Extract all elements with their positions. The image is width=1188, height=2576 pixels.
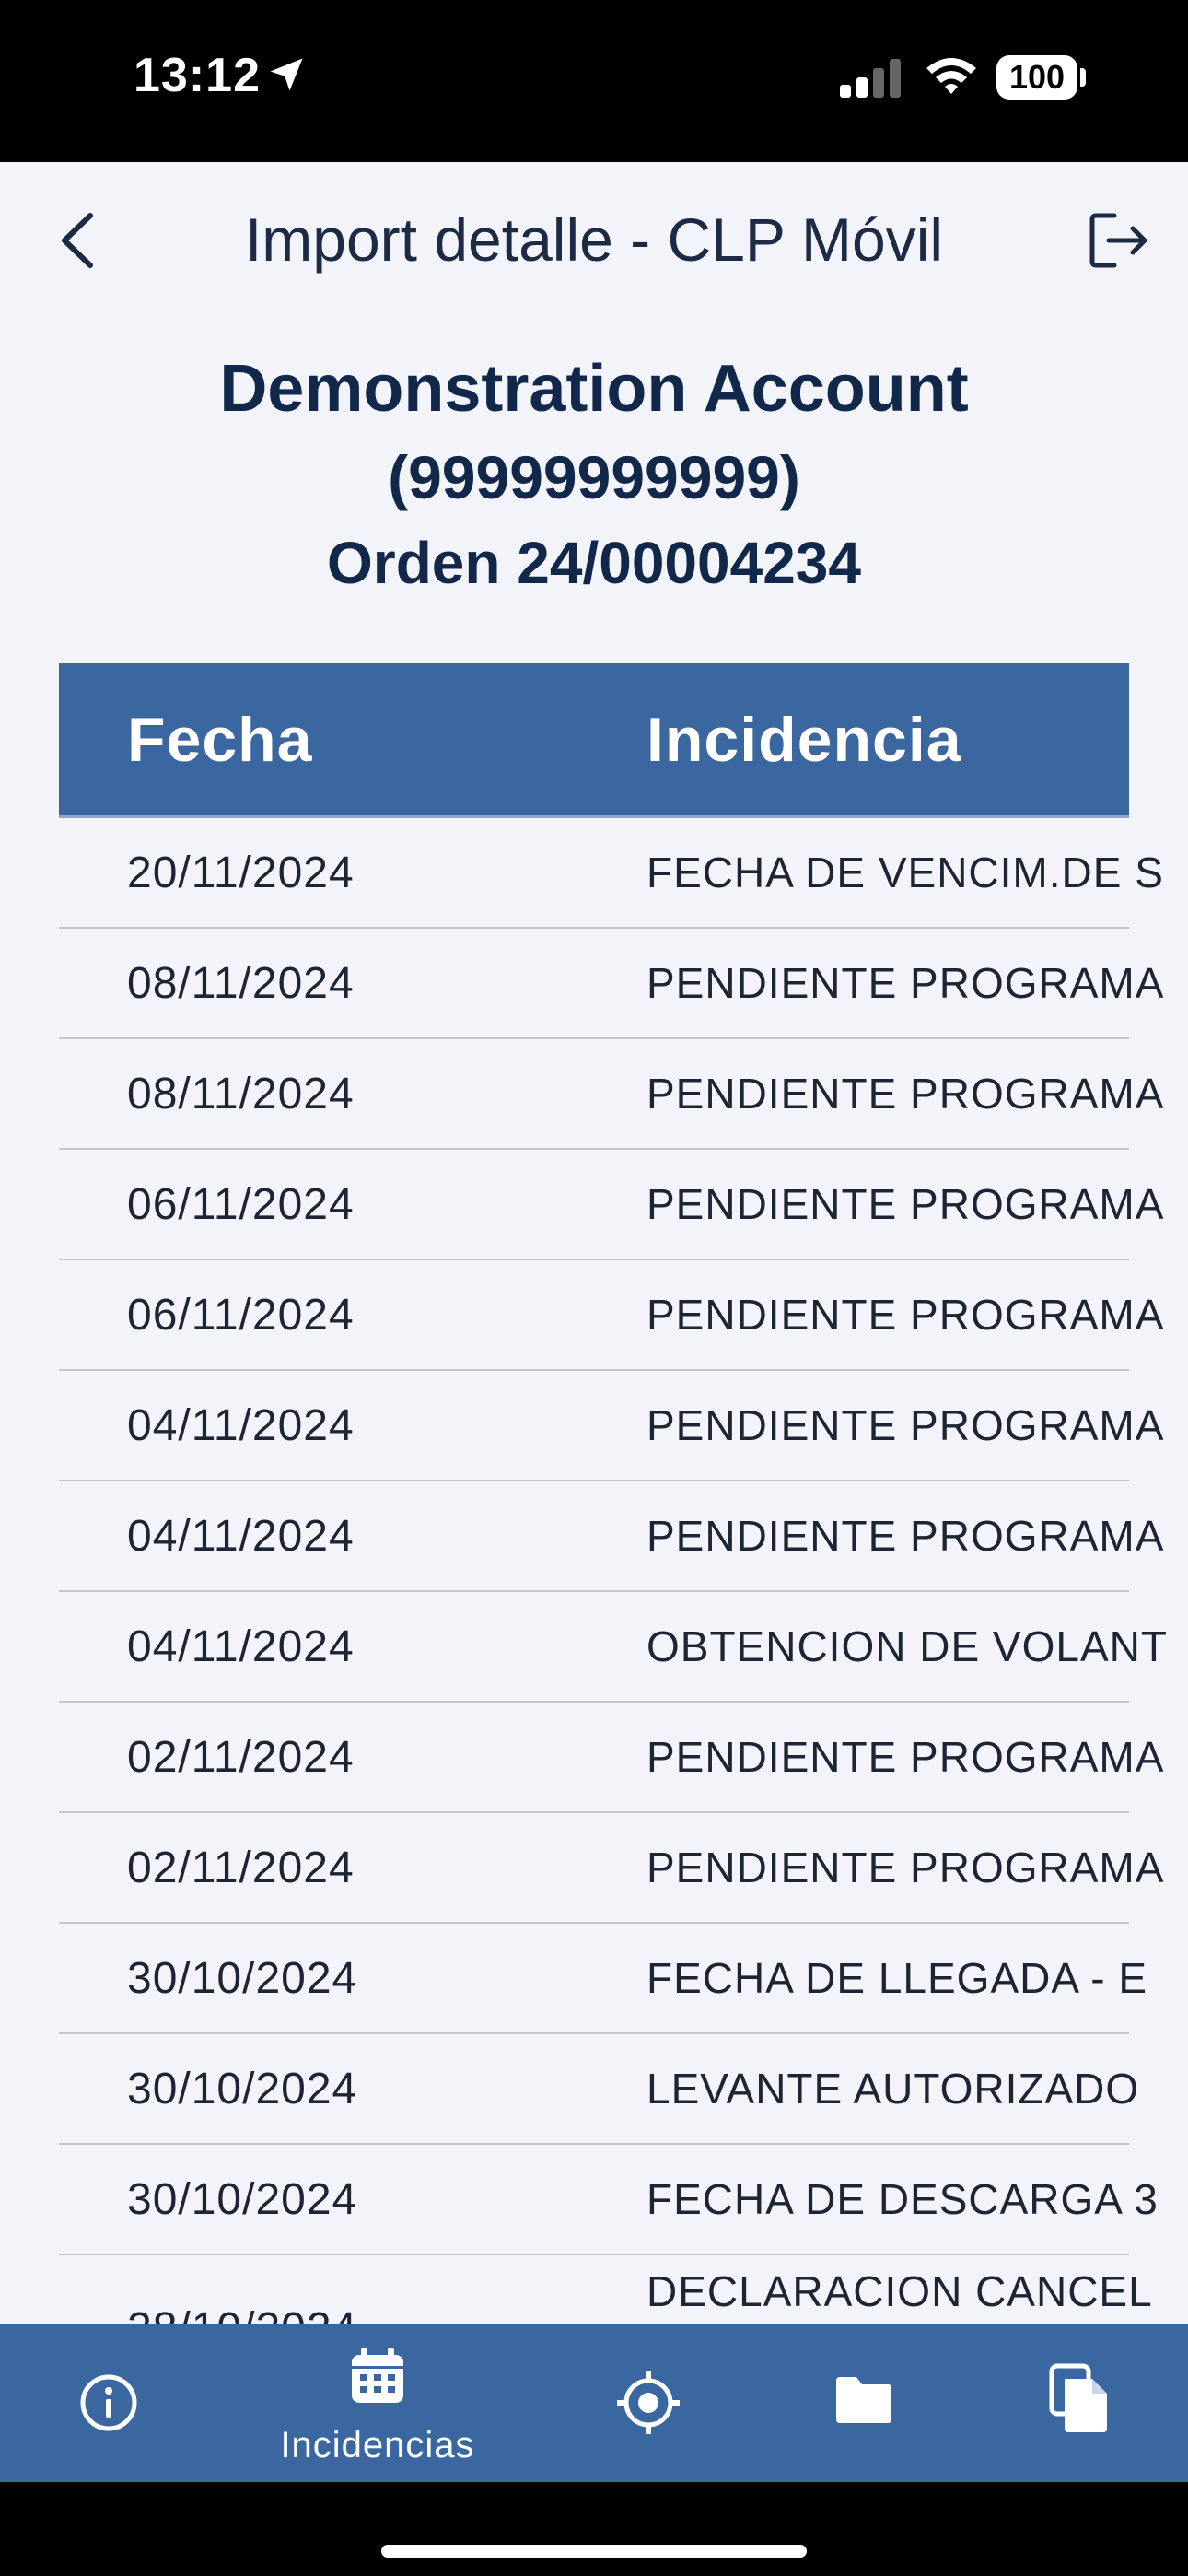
wifi-icon — [923, 53, 980, 98]
row-incidence: DECLARACION CANCEL — [646, 2267, 1153, 2315]
row-date: 04/11/2024 — [127, 1622, 355, 1671]
row-incidence: FECHA DE LLEGADA - E — [646, 1954, 1148, 2002]
account-name: Demonstration Account — [219, 352, 969, 426]
row-date: 06/11/2024 — [127, 1291, 355, 1340]
row-incidence: PENDIENTE PROGRAMA — [646, 1180, 1165, 1228]
table-row[interactable] — [59, 1260, 1165, 1371]
app-header — [0, 162, 1188, 319]
battery-level: 100 — [1008, 58, 1066, 96]
row-date: 08/11/2024 — [127, 959, 355, 1008]
battery-tip — [1080, 68, 1086, 87]
documents-icon — [1050, 2364, 1109, 2434]
nav-incidencias[interactable] — [258, 2324, 497, 2482]
location-target-icon — [615, 2370, 681, 2436]
row-date: 08/11/2024 — [127, 1070, 355, 1118]
row-date: 02/11/2024 — [127, 1733, 355, 1782]
nav-folder[interactable] — [810, 2324, 917, 2482]
status-bar — [0, 0, 1188, 162]
battery-icon — [996, 55, 1077, 100]
table-row[interactable] — [59, 1371, 1165, 1481]
row-incidence: PENDIENTE PROGRAMA — [646, 1844, 1165, 1891]
nav-info[interactable] — [55, 2324, 162, 2482]
table-row[interactable] — [59, 1924, 1148, 2034]
nav-location[interactable] — [595, 2324, 702, 2482]
row-incidence: PENDIENTE PROGRAMA — [646, 1733, 1165, 1781]
row-date: 02/11/2024 — [127, 1844, 355, 1892]
calendar-icon — [348, 2346, 407, 2406]
table-row[interactable] — [59, 1150, 1165, 1260]
row-incidence: LEVANTE AUTORIZADO — [646, 2065, 1140, 2113]
location-arrow-icon — [267, 55, 306, 94]
row-date: 30/10/2024 — [127, 2175, 358, 2224]
row-date: 04/11/2024 — [127, 1401, 355, 1450]
row-incidence: PENDIENTE PROGRAMA — [646, 1070, 1165, 1118]
table-row[interactable] — [59, 929, 1165, 1039]
back-button[interactable] — [52, 210, 107, 271]
home-indicator[interactable] — [381, 2545, 807, 2558]
order-number: Orden 24/00004234 — [327, 530, 861, 596]
table-row[interactable] — [59, 2145, 1159, 2255]
row-incidence: OBTENCION DE VOLANT — [646, 1622, 1168, 1670]
account-id: (99999999999) — [388, 443, 800, 511]
row-date: 20/11/2024 — [127, 849, 355, 897]
row-date: 04/11/2024 — [127, 1512, 355, 1561]
status-time: 13:12 — [134, 49, 261, 102]
logout-icon — [1087, 208, 1151, 273]
nav-incidencias-label: Incidencias — [280, 2425, 475, 2465]
row-incidence: PENDIENTE PROGRAMA — [646, 959, 1165, 1007]
row-incidence: FECHA DE VENCIM.DE S — [646, 849, 1164, 896]
table-row[interactable] — [59, 818, 1164, 929]
table-row[interactable] — [59, 1813, 1165, 1924]
column-header-date: Fecha — [127, 705, 313, 775]
table-row[interactable] — [59, 1592, 1168, 1703]
account-info — [0, 345, 1188, 604]
table-header — [59, 663, 1129, 818]
row-incidence: PENDIENTE PROGRAMA — [646, 1512, 1165, 1560]
table-row[interactable] — [59, 1039, 1165, 1150]
nav-documents[interactable] — [1026, 2324, 1133, 2482]
row-incidence: FECHA DE DESCARGA 3 — [646, 2175, 1159, 2223]
chevron-left-icon — [52, 210, 107, 271]
row-incidence: PENDIENTE PROGRAMA — [646, 1401, 1165, 1449]
table-row[interactable] — [59, 1703, 1165, 1813]
signal-icon — [840, 59, 904, 98]
info-icon — [77, 2371, 140, 2434]
bottom-nav — [0, 2324, 1188, 2482]
incidences-table[interactable] — [59, 663, 1168, 2324]
row-date: 30/10/2024 — [127, 2065, 358, 2113]
column-header-incidence: Incidencia — [646, 705, 962, 775]
table-row[interactable] — [59, 1481, 1165, 1592]
row-date: 06/11/2024 — [127, 1180, 355, 1229]
page-title: Import detalle - CLP Móvil — [244, 205, 944, 274]
row-date: 30/10/2024 — [127, 1954, 358, 2003]
row-incidence: PENDIENTE PROGRAMA — [646, 1291, 1165, 1339]
folder-icon — [834, 2373, 893, 2425]
logout-button[interactable] — [1087, 208, 1151, 273]
home-indicator-area — [0, 2482, 1188, 2576]
table-row[interactable] — [59, 2034, 1140, 2145]
